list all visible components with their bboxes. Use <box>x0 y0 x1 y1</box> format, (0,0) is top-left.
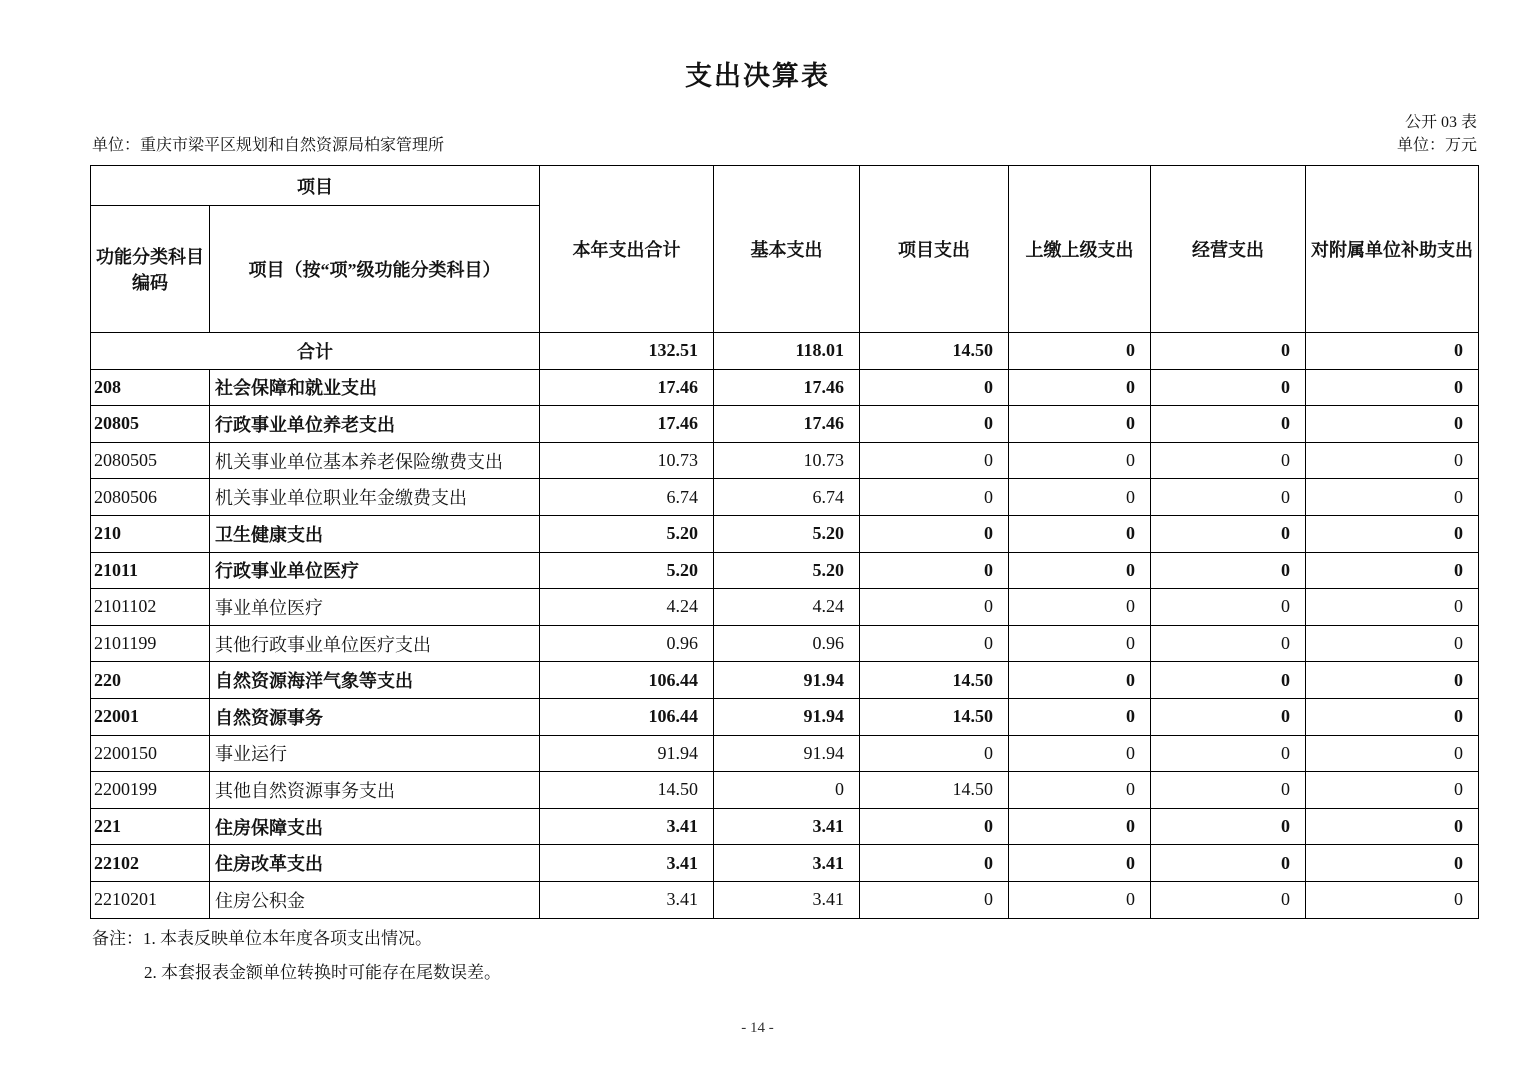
row-value-cell: 0 <box>1306 442 1479 479</box>
row-code-cell: 221 <box>91 808 210 845</box>
row-value-cell: 0 <box>1306 589 1479 626</box>
row-value-cell: 0 <box>860 515 1009 552</box>
row-value-cell: 14.50 <box>540 772 714 809</box>
page-number: - 14 - <box>741 1020 774 1036</box>
row-item-cell: 住房公积金 <box>210 881 540 918</box>
row-value-cell: 0 <box>1306 881 1479 918</box>
row-value-cell: 0 <box>1306 735 1479 772</box>
row-value-cell: 0 <box>1009 515 1151 552</box>
row-value-cell: 0 <box>860 406 1009 443</box>
expenditure-table <box>90 165 1479 919</box>
row-value-cell: 0 <box>1306 406 1479 443</box>
footnotes <box>92 927 1515 985</box>
row-value-cell: 0 <box>1009 552 1151 589</box>
row-code-cell: 220 <box>91 662 210 699</box>
header-subsidy: 对附属单位补助支出 <box>1306 166 1479 333</box>
row-code-cell: 22001 <box>91 698 210 735</box>
row-value-cell: 0.96 <box>714 625 860 662</box>
table-row <box>91 369 1479 406</box>
row-code-cell: 21011 <box>91 552 210 589</box>
header-row-group <box>91 166 1479 206</box>
page-title: 支出决算表 <box>685 61 830 91</box>
row-value-cell: 0 <box>1009 698 1151 735</box>
row-code-cell: 208 <box>91 369 210 406</box>
row-value-cell: 0 <box>1151 808 1306 845</box>
summary-value-cell: 132.51 <box>540 333 714 370</box>
summary-value-cell: 0 <box>1306 333 1479 370</box>
row-value-cell: 0 <box>860 589 1009 626</box>
row-value-cell: 14.50 <box>860 698 1009 735</box>
row-value-cell: 0 <box>1009 479 1151 516</box>
row-value-cell: 0 <box>860 552 1009 589</box>
row-value-cell: 0 <box>1009 662 1151 699</box>
header-group-item: 项目 <box>91 166 540 206</box>
row-item-cell: 自然资源事务 <box>210 698 540 735</box>
table-row <box>91 735 1479 772</box>
row-value-cell: 0 <box>860 808 1009 845</box>
table-row <box>91 625 1479 662</box>
row-value-cell: 5.20 <box>540 515 714 552</box>
row-value-cell: 6.74 <box>714 479 860 516</box>
row-value-cell: 5.20 <box>540 552 714 589</box>
row-code-cell: 22102 <box>91 845 210 882</box>
row-item-cell: 社会保障和就业支出 <box>210 369 540 406</box>
row-value-cell: 0 <box>1009 808 1151 845</box>
row-code-cell: 2080505 <box>91 442 210 479</box>
row-value-cell: 0 <box>1009 442 1151 479</box>
row-item-cell: 住房改革支出 <box>210 845 540 882</box>
row-value-cell: 0 <box>1151 406 1306 443</box>
row-value-cell: 0 <box>1009 772 1151 809</box>
row-value-cell: 17.46 <box>540 406 714 443</box>
summary-row <box>91 333 1479 370</box>
row-value-cell: 4.24 <box>540 589 714 626</box>
row-value-cell: 0 <box>1151 881 1306 918</box>
row-value-cell: 0 <box>860 845 1009 882</box>
row-value-cell: 3.41 <box>714 845 860 882</box>
row-value-cell: 0 <box>860 479 1009 516</box>
row-value-cell: 91.94 <box>714 735 860 772</box>
table-row <box>91 772 1479 809</box>
row-value-cell: 5.20 <box>714 552 860 589</box>
table-number-label: 公开 03 表 <box>1404 114 1477 131</box>
row-value-cell: 0 <box>1151 515 1306 552</box>
row-value-cell: 14.50 <box>860 662 1009 699</box>
row-value-cell: 3.41 <box>540 845 714 882</box>
header-basic: 基本支出 <box>714 166 860 333</box>
row-value-cell: 4.24 <box>714 589 860 626</box>
row-item-cell: 事业单位医疗 <box>210 589 540 626</box>
row-code-cell: 20805 <box>91 406 210 443</box>
row-value-cell: 0 <box>1009 881 1151 918</box>
row-value-cell: 0 <box>1306 772 1479 809</box>
row-value-cell: 6.74 <box>540 479 714 516</box>
summary-value-cell: 118.01 <box>714 333 860 370</box>
summary-label-cell: 合计 <box>91 333 540 370</box>
row-value-cell: 0 <box>1009 845 1151 882</box>
header-item: 项目（按“项”级功能分类科目） <box>210 206 540 333</box>
row-value-cell: 17.46 <box>714 369 860 406</box>
footnote-1: 备注：1. 本表反映单位本年度各项支出情况。 <box>92 928 432 948</box>
row-value-cell: 0 <box>1151 479 1306 516</box>
row-value-cell: 0 <box>1306 515 1479 552</box>
row-code-cell: 2101199 <box>91 625 210 662</box>
row-item-cell: 卫生健康支出 <box>210 515 540 552</box>
row-value-cell: 3.41 <box>540 808 714 845</box>
row-value-cell: 0 <box>1306 808 1479 845</box>
table-row <box>91 881 1479 918</box>
table-row <box>91 589 1479 626</box>
table-row <box>91 442 1479 479</box>
row-value-cell: 14.50 <box>860 772 1009 809</box>
row-value-cell: 17.46 <box>714 406 860 443</box>
row-value-cell: 0 <box>1306 552 1479 589</box>
row-value-cell: 0 <box>1009 406 1151 443</box>
table-row <box>91 479 1479 516</box>
summary-value-cell: 0 <box>1151 333 1306 370</box>
row-value-cell: 0 <box>1009 625 1151 662</box>
row-value-cell: 0 <box>1306 369 1479 406</box>
row-value-cell: 0 <box>714 772 860 809</box>
row-code-cell: 210 <box>91 515 210 552</box>
row-value-cell: 10.73 <box>714 442 860 479</box>
unit-info-row <box>92 135 1477 156</box>
row-value-cell: 91.94 <box>714 662 860 699</box>
row-value-cell: 0 <box>860 625 1009 662</box>
header-operating: 经营支出 <box>1151 166 1306 333</box>
row-value-cell: 0 <box>1151 698 1306 735</box>
row-value-cell: 5.20 <box>714 515 860 552</box>
row-value-cell: 17.46 <box>540 369 714 406</box>
row-value-cell: 0 <box>1151 735 1306 772</box>
row-item-cell: 机关事业单位职业年金缴费支出 <box>210 479 540 516</box>
table-row <box>91 698 1479 735</box>
row-value-cell: 0 <box>1009 589 1151 626</box>
row-code-cell: 2210201 <box>91 881 210 918</box>
row-value-cell: 0 <box>860 735 1009 772</box>
row-value-cell: 0 <box>1306 845 1479 882</box>
row-code-cell: 2200199 <box>91 772 210 809</box>
row-value-cell: 0 <box>1151 589 1306 626</box>
row-item-cell: 其他自然资源事务支出 <box>210 772 540 809</box>
row-item-cell: 自然资源海洋气象等支出 <box>210 662 540 699</box>
row-value-cell: 0.96 <box>540 625 714 662</box>
row-value-cell: 0 <box>1151 662 1306 699</box>
row-code-cell: 2080506 <box>91 479 210 516</box>
row-item-cell: 住房保障支出 <box>210 808 540 845</box>
row-item-cell: 其他行政事业单位医疗支出 <box>210 625 540 662</box>
header-code: 功能分类科目编码 <box>91 206 210 333</box>
footnote-2: 2. 本套报表金额单位转换时可能存在尾数误差。 <box>144 962 501 982</box>
table-row <box>91 808 1479 845</box>
row-item-cell: 行政事业单位医疗 <box>210 552 540 589</box>
row-value-cell: 0 <box>1306 625 1479 662</box>
org-unit-label: 单位：重庆市梁平区规划和自然资源局柏家管理所 <box>92 137 445 154</box>
row-item-cell: 行政事业单位养老支出 <box>210 406 540 443</box>
row-value-cell: 0 <box>1009 369 1151 406</box>
row-code-cell: 2200150 <box>91 735 210 772</box>
row-value-cell: 0 <box>1306 479 1479 516</box>
header-total: 本年支出合计 <box>540 166 714 333</box>
row-value-cell: 0 <box>1151 552 1306 589</box>
row-value-cell: 91.94 <box>714 698 860 735</box>
row-value-cell: 0 <box>1306 662 1479 699</box>
row-value-cell: 0 <box>860 881 1009 918</box>
table-row <box>91 845 1479 882</box>
row-value-cell: 106.44 <box>540 698 714 735</box>
row-value-cell: 0 <box>860 369 1009 406</box>
row-value-cell: 3.41 <box>714 881 860 918</box>
table-row <box>91 662 1479 699</box>
money-unit-label: 单位：万元 <box>1396 137 1477 154</box>
table-row <box>91 406 1479 443</box>
header-project: 项目支出 <box>860 166 1009 333</box>
row-value-cell: 106.44 <box>540 662 714 699</box>
row-value-cell: 0 <box>860 442 1009 479</box>
row-value-cell: 0 <box>1306 698 1479 735</box>
row-value-cell: 0 <box>1151 369 1306 406</box>
row-value-cell: 0 <box>1009 735 1151 772</box>
table-row <box>91 552 1479 589</box>
row-value-cell: 3.41 <box>714 808 860 845</box>
row-value-cell: 0 <box>1151 772 1306 809</box>
row-value-cell: 0 <box>1151 442 1306 479</box>
row-value-cell: 10.73 <box>540 442 714 479</box>
row-value-cell: 0 <box>1151 625 1306 662</box>
row-code-cell: 2101102 <box>91 589 210 626</box>
table-row <box>91 515 1479 552</box>
row-item-cell: 机关事业单位基本养老保险缴费支出 <box>210 442 540 479</box>
row-value-cell: 0 <box>1151 845 1306 882</box>
header-upper: 上缴上级支出 <box>1009 166 1151 333</box>
row-item-cell: 事业运行 <box>210 735 540 772</box>
summary-value-cell: 0 <box>1009 333 1151 370</box>
row-value-cell: 91.94 <box>540 735 714 772</box>
row-value-cell: 3.41 <box>540 881 714 918</box>
summary-value-cell: 14.50 <box>860 333 1009 370</box>
